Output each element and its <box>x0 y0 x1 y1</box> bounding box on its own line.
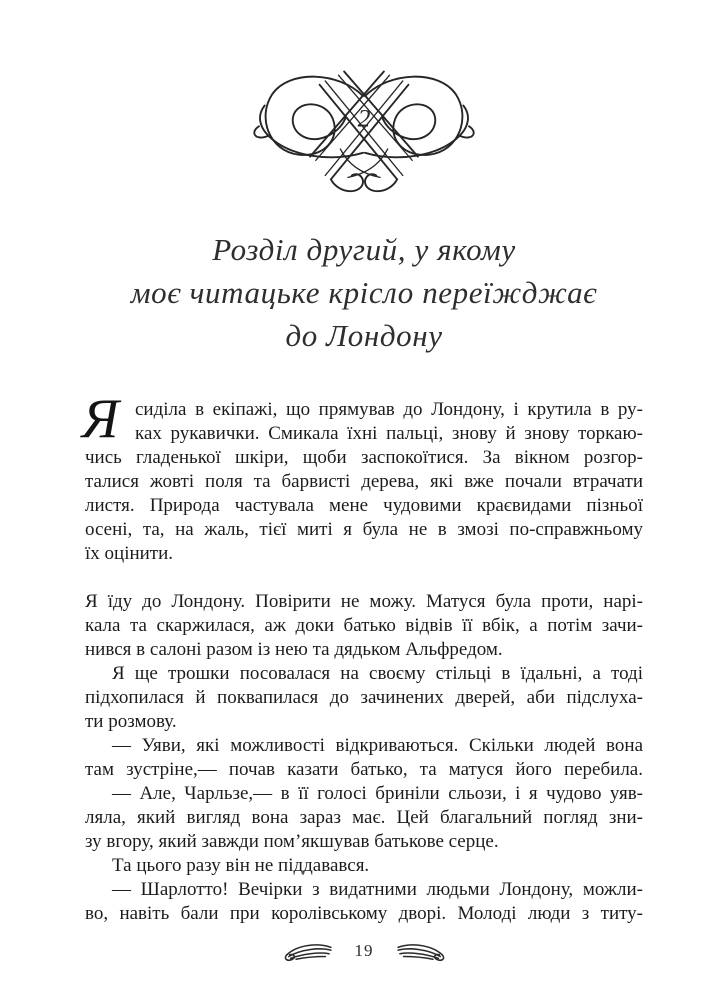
text-line: сиділа в екіпажі, що прямував до Лондону, і крутила в ру- <box>135 399 643 420</box>
text-line: — Але, Чарльзе,— в її голосі бриніли сльози, і я чудово уяв- <box>112 783 643 804</box>
chapter-title-line: моє читацьке крісло переїжджає <box>130 275 598 310</box>
chapter-number: 2 <box>357 103 371 133</box>
body-text <box>82 388 643 926</box>
text-line: листя. Природа частувала мене чудовими краєвидами пізньої <box>85 495 643 516</box>
text-line: ляла, який вигляд вона зараз має. Цей благальний погляд зни- <box>85 807 643 828</box>
text-line: чись гладенької шкіри, щоби заспокоїтися. За вікном розгор- <box>85 447 643 468</box>
paragraph <box>85 782 643 854</box>
text-line: Я ще трошки посовалася на своєму стільці в їдальні, а тоді <box>112 663 643 684</box>
text-line: — Уяви, які можливості відкриваються. Скільки людей вона <box>112 735 643 756</box>
text-line: ти розмову. <box>85 711 177 732</box>
paragraph <box>85 878 643 926</box>
footer-leaf-ornament-left <box>281 940 335 962</box>
page-footer <box>0 940 728 962</box>
text-line: талися жовті поля та барвисті дерева, які вже почали втрачати <box>85 471 643 492</box>
text-line: ках рукавички. Смикала їхні пальці, знову й знову торкаю- <box>135 423 643 444</box>
text-line: там зустріне,— почав казати батько, та матуся його перебила. <box>85 759 643 780</box>
text-line: — Шарлотто! Вечірки з видатними людьми Лондону, можли- <box>112 879 643 900</box>
text-line: підхопилася й поквапилася до зачинених дверей, аби підслуха- <box>85 687 643 708</box>
page-number: 19 <box>354 941 374 960</box>
text-line: во, навіть бали при королівському дворі. Молоді люди з титу- <box>85 903 643 924</box>
text-line: кала та скаржилася, аж доки батько відвів її вбік, а потім зачи- <box>85 615 643 636</box>
paragraph <box>85 662 643 734</box>
text-line: їх оцінити. <box>85 543 174 564</box>
text-line: Я їду до Лондону. Повірити не можу. Матуся була проти, нарі- <box>85 591 643 612</box>
chapter-title-line: до Лондону <box>285 318 443 353</box>
paragraph <box>82 388 643 566</box>
paragraph <box>85 590 643 662</box>
paragraph <box>85 854 643 878</box>
text-line: зу вгору, який завжди пом’якшував батькове серце. <box>85 831 499 852</box>
text-line: Та цього разу він не піддавався. <box>112 855 370 876</box>
text-line: осені, та, на жаль, тієї миті я була не в змозі по-справжньому <box>85 519 643 540</box>
drop-cap: Я <box>82 388 119 450</box>
chapter-ornament <box>228 62 500 202</box>
flourish-icon <box>228 62 500 202</box>
chapter-title <box>0 228 728 357</box>
chapter-title-line: Розділ другий, у якому <box>212 232 516 267</box>
paragraph <box>85 734 643 782</box>
footer-leaf-ornament-right <box>394 940 448 962</box>
text-line: нився в салоні разом із нею та дядьком Альфредом. <box>85 639 503 660</box>
